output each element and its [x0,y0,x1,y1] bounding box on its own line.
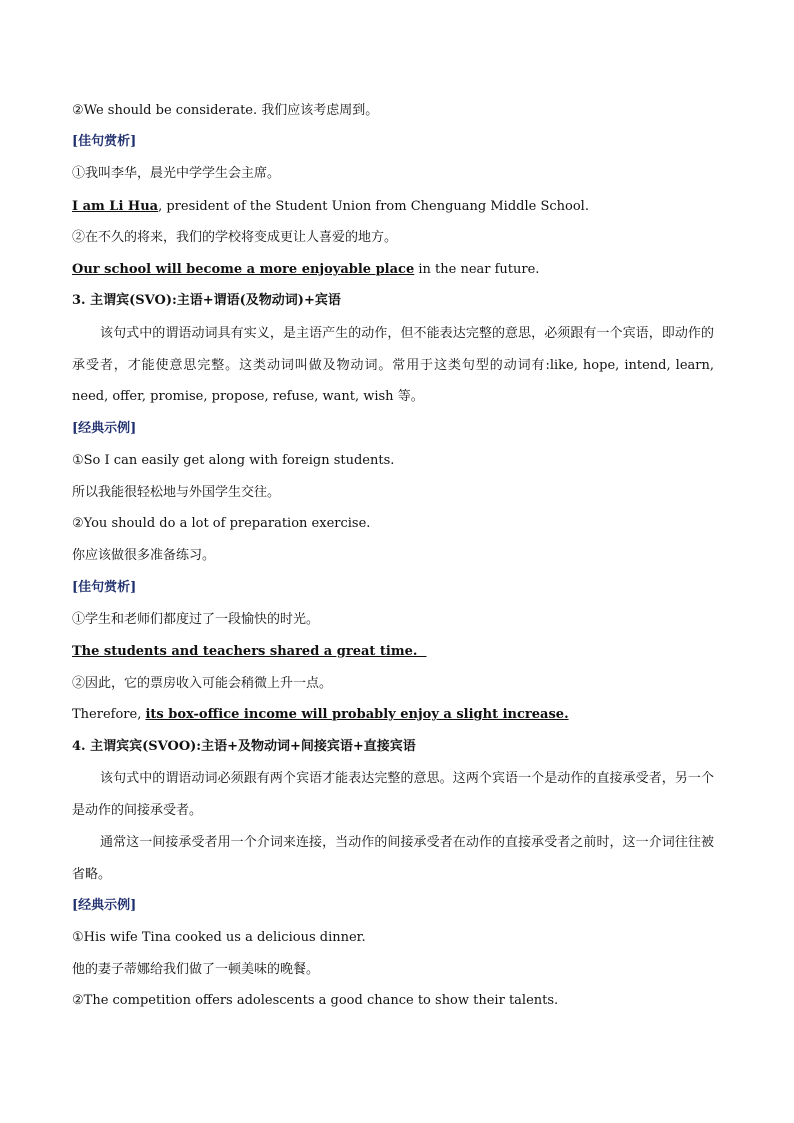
sentence-start: Therefore, [72,707,146,722]
section-tag-examples: [经典示例] [72,421,137,436]
example-sentence: ②We should be considerate. 我们应该考虑周到。 [72,103,379,118]
sentence-rest: , president of the Student Union from Chenguang Middle School. [158,199,589,214]
english-sentence: ②The competition offers adolescents a good chance to show their talents. [72,993,559,1008]
english-sentence [72,197,722,217]
chinese-sentence: ②在不久的将来，我们的学校将变成更让人喜爱的地方。 [72,230,398,245]
sentence-end: . [564,707,569,722]
chinese-sentence: 你应该做很多准备练习。 [72,548,216,563]
section-heading-svoo: 4. 主谓宾宾(SVOO):主语+及物动词+间接宾语+直接宾语 [72,739,416,754]
chinese-sentence: ①我叫李华，晨光中学学生会主席。 [72,166,281,181]
highlight-phrase: its box-office income will probably enjoy a slight increase [145,707,565,722]
paragraph-svo-explanation: 该句式中的谓语动词具有实义，是主语产生的动作，但不能表达完整的意思，必须跟有一个宾语，即动作的承受者，才能使意思完整。这类动词叫做及物动词。常用于这类句型的动词有:like, hope, intend, learn, need, offer, promise, propose, refuse, want, wish 等。 [72,326,714,404]
section-tag-appreciation: [佳句赏析] [72,580,137,595]
chinese-sentence: 所以我能很轻松地与外国学生交往。 [72,485,281,500]
paragraph-svoo-explanation: 该句式中的谓语动词必须跟有两个宾语才能表达完整的意思。这两个宾语一个是动作的直接承受者，另一个是动作的间接承受者。 [72,771,714,818]
section-heading-svo: 3. 主谓宾(SVO):主语+谓语(及物动词)+宾语 [72,293,341,308]
english-sentence [72,642,722,662]
english-sentence [72,705,722,725]
highlight-phrase: The students and teachers shared a great time. [72,644,427,659]
chinese-sentence: ②因此，它的票房收入可能会稍微上升一点。 [72,676,333,691]
chinese-sentence: 他的妻子蒂娜给我们做了一顿美味的晚餐。 [72,962,320,977]
section-tag-examples: [经典示例] [72,898,137,913]
english-sentence: ②You should do a lot of preparation exercise. [72,516,371,531]
highlight-phrase: Our school will become a more enjoyable place [72,262,415,277]
chinese-sentence: ①学生和老师们都度过了一段愉快的时光。 [72,612,320,627]
sentence-rest: in the near future. [414,262,540,277]
highlight-phrase: I am Li Hua [72,199,159,214]
english-sentence: ①His wife Tina cooked us a delicious dinner. [72,930,366,945]
paragraph-svoo-preposition: 通常这一间接承受者用一个介词来连接，当动作的间接承受者在动作的直接承受者之前时，这一介词往往被省略。 [72,835,714,882]
section-tag-appreciation: [佳句赏析] [72,134,137,149]
english-sentence [72,260,722,280]
english-sentence: ①So I can easily get along with foreign students. [72,453,395,468]
